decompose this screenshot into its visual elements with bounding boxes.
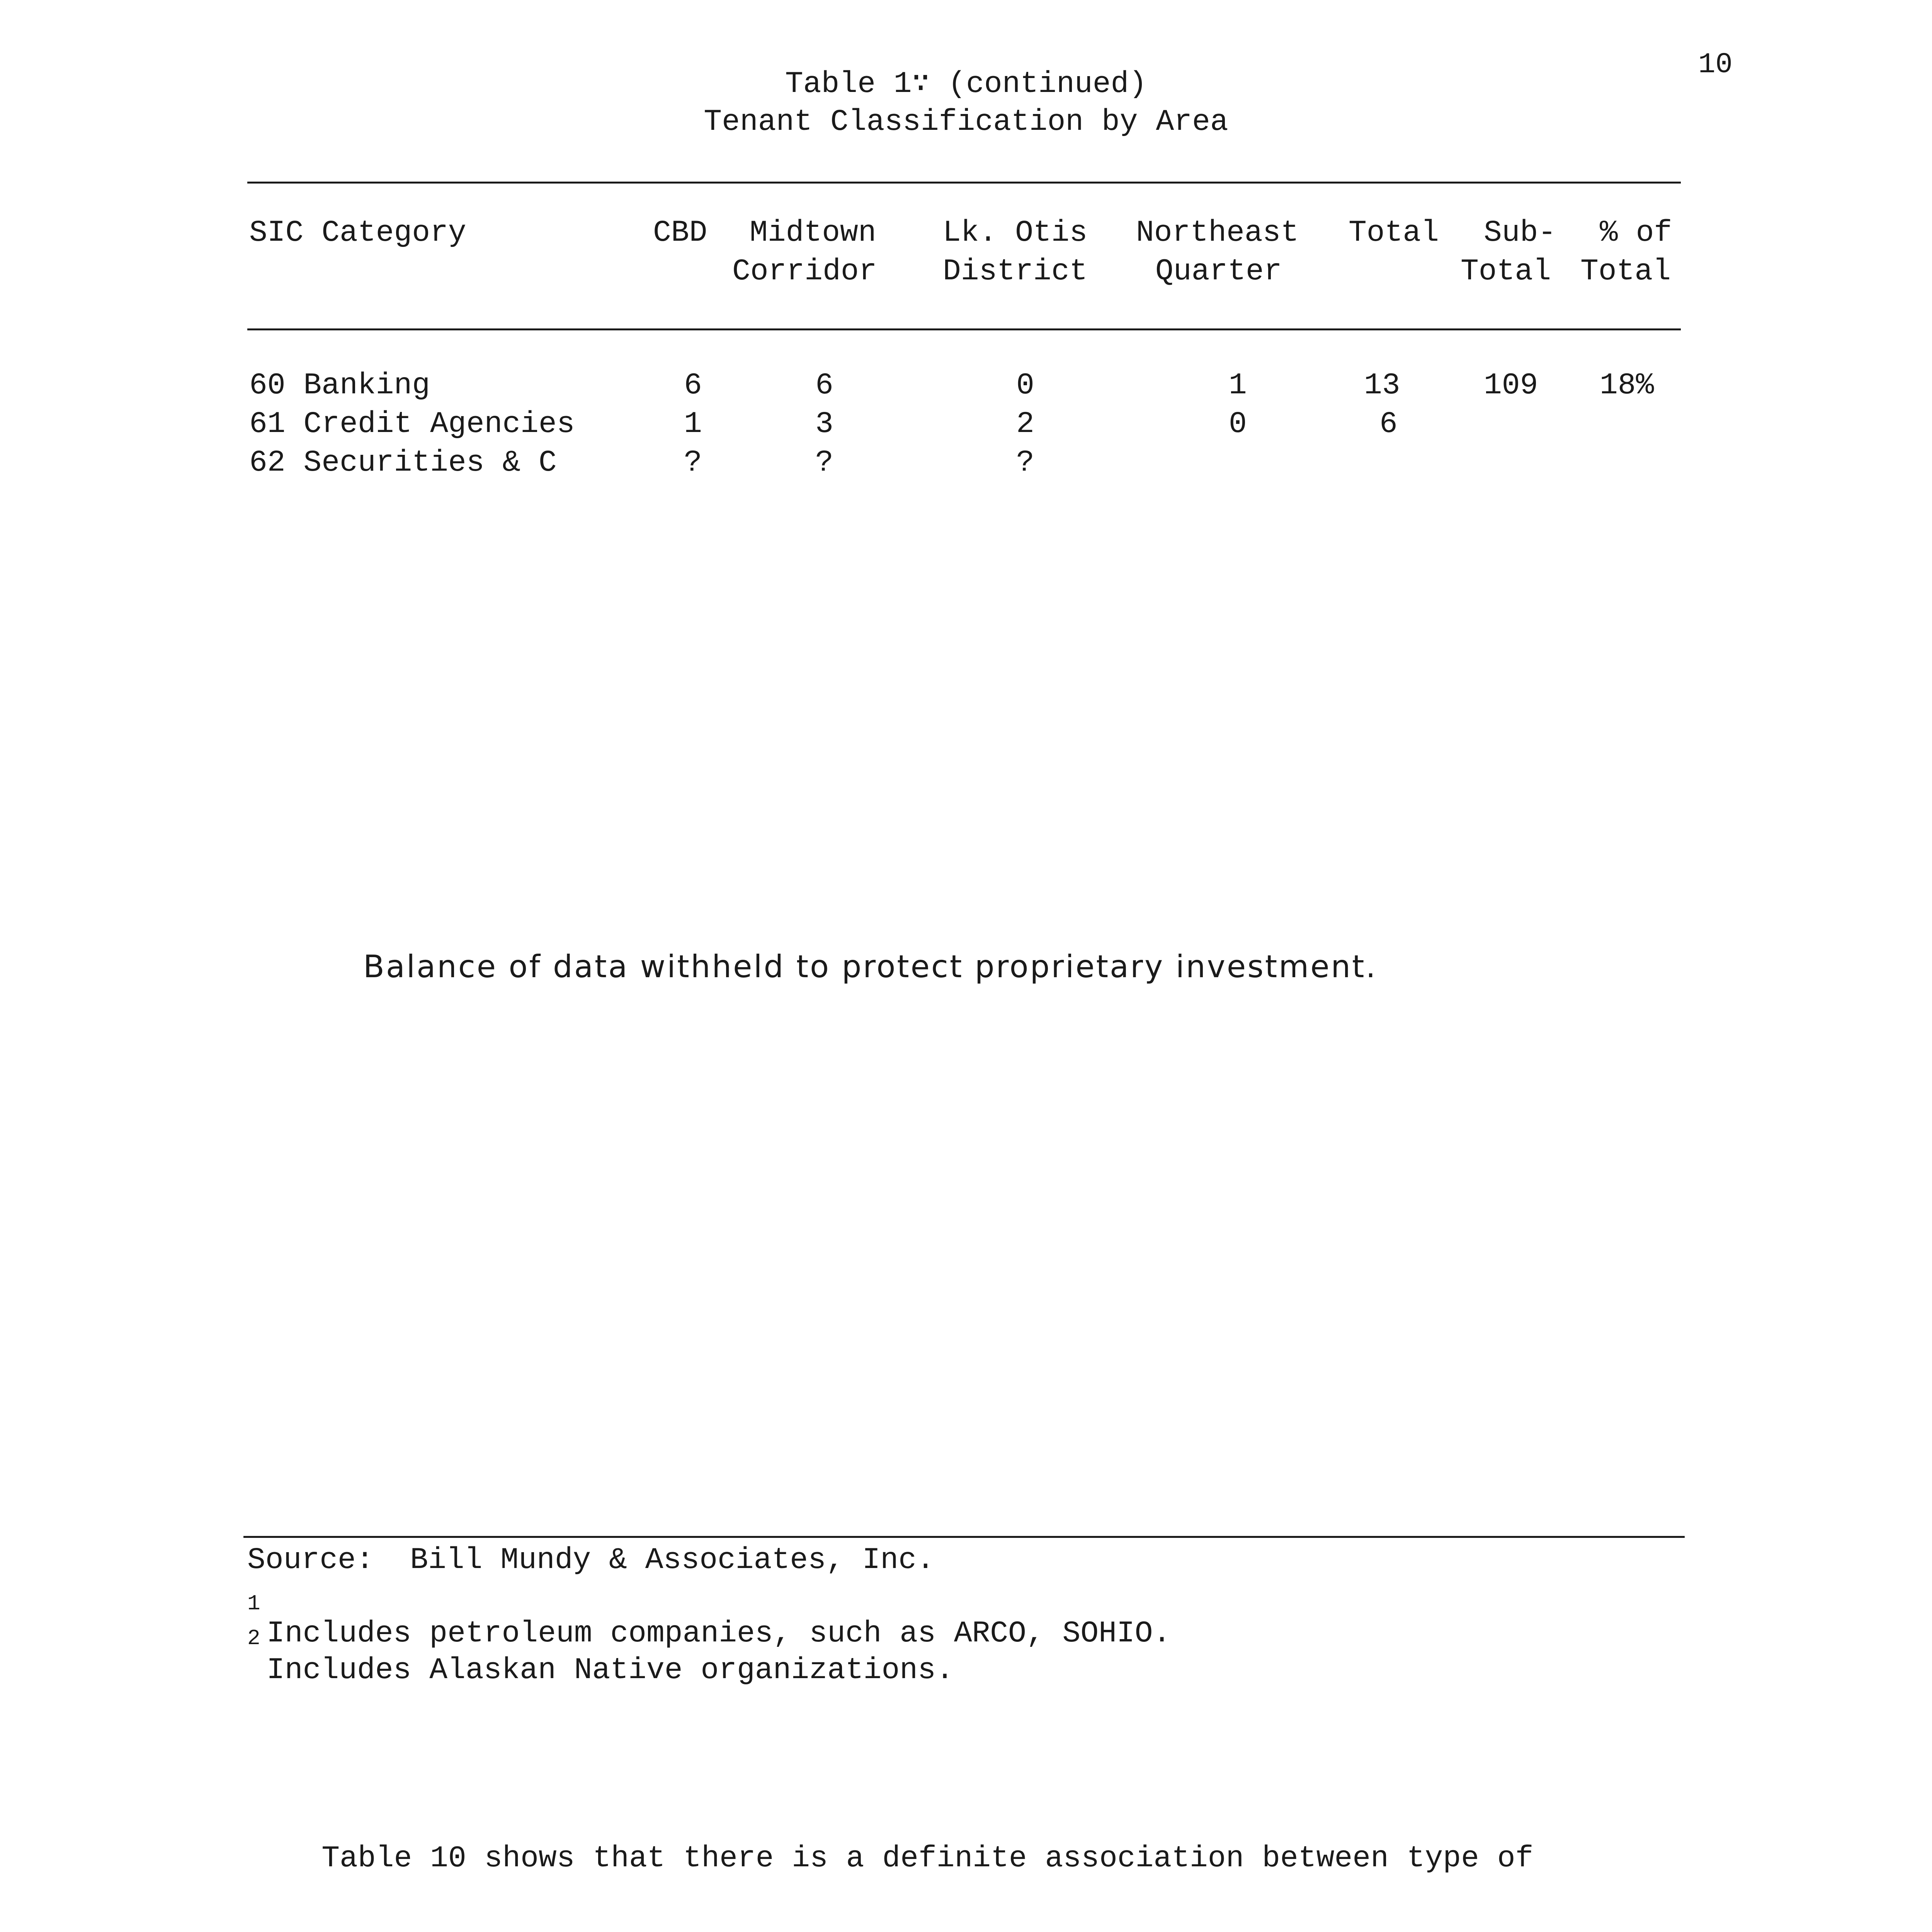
table-cell-cbd-truncated: ? xyxy=(684,446,702,480)
header-pct-of: % of xyxy=(1600,216,1672,250)
table-cell-subtotal: 109 xyxy=(1484,369,1538,403)
header-pct-total: Total xyxy=(1580,255,1671,289)
header-quarter: Quarter xyxy=(1155,255,1282,289)
footnote-marker-2: 2 xyxy=(247,1626,260,1651)
table-cell-lk-otis: 2 xyxy=(1016,407,1034,441)
table-cell-midtown: 6 xyxy=(815,369,833,403)
table-header-rule xyxy=(247,328,1681,330)
table-cell-cbd: 6 xyxy=(684,369,702,403)
table-cell-total: 13 xyxy=(1364,369,1400,403)
table-cell-midtown-truncated: ? xyxy=(815,446,833,480)
table-cell-northeast: 1 xyxy=(1229,369,1247,403)
table-cell-sic: 61 Credit Agencies xyxy=(249,407,575,441)
footnote-1: Includes petroleum companies, such as ARCO, SOHIO. xyxy=(267,1617,1171,1651)
withheld-notice: Balance of data withheld to protect proprietary investment. xyxy=(363,949,1377,985)
table-cell-lk-otis: 0 xyxy=(1016,369,1034,403)
paragraph-line: Table 10 shows that there is a definite association between type of xyxy=(249,1842,1534,1876)
footnote-marker-1: 1 xyxy=(247,1591,260,1616)
header-sub-total: Total xyxy=(1461,255,1551,289)
header-sub: Sub- xyxy=(1484,216,1556,250)
page-number: 10 xyxy=(1698,49,1733,81)
table-cell-pct: 18% xyxy=(1600,369,1654,403)
header-midtown: Midtown xyxy=(750,216,876,250)
table-cell-midtown: 3 xyxy=(815,407,833,441)
header-northeast: Northeast xyxy=(1136,216,1299,250)
header-corridor: Corridor xyxy=(732,255,877,289)
table-cell-lk-otis-truncated: ? xyxy=(1016,446,1034,480)
table-subtitle: Tenant Classification by Area xyxy=(704,105,1228,139)
table-cell-total: 6 xyxy=(1379,407,1398,441)
source-note: Source: Bill Mundy & Associates, Inc. xyxy=(247,1543,935,1577)
table-bottom-rule xyxy=(243,1536,1685,1538)
table-cell-sic-truncated: 62 Securities & C xyxy=(249,446,557,480)
table-title: Table 1∵ (continued) xyxy=(785,67,1147,101)
body-paragraph xyxy=(249,1766,1679,1932)
table-cell-northeast: 0 xyxy=(1229,407,1247,441)
table-cell-cbd: 1 xyxy=(684,407,702,441)
header-lk-otis: Lk. Otis xyxy=(943,216,1088,250)
header-sic-category: SIC Category xyxy=(249,216,466,250)
footnote-2: Includes Alaskan Native organizations. xyxy=(267,1653,954,1687)
header-cbd: CBD xyxy=(653,216,707,250)
table-cell-sic: 60 Banking xyxy=(249,369,430,403)
table-top-rule xyxy=(247,182,1681,184)
header-district: District xyxy=(943,255,1088,289)
header-total: Total xyxy=(1349,216,1439,250)
